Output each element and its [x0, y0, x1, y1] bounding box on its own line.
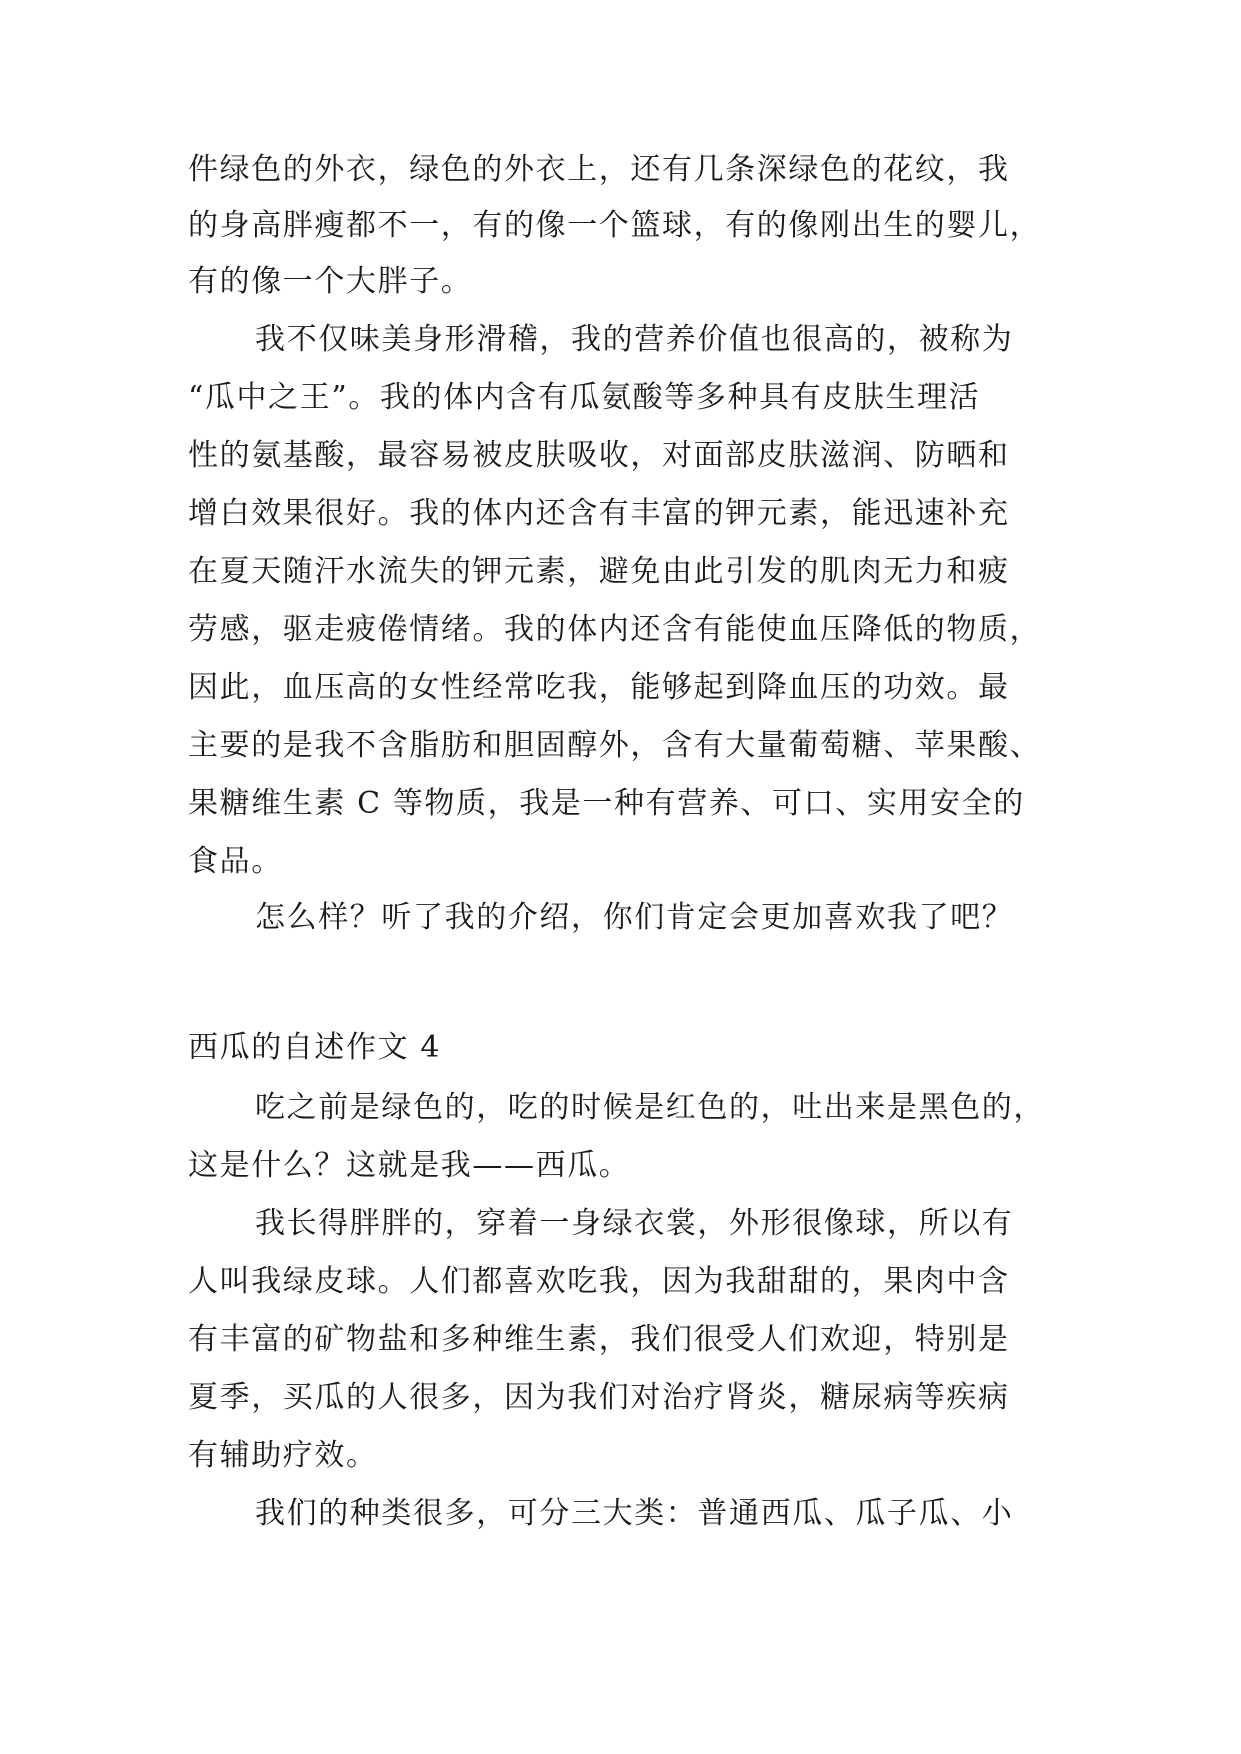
section-heading: 西瓜的自述作文 4 [188, 1030, 442, 1065]
paragraph-line: 因此，血压高的女性经常吃我，能够起到降血压的功效。最 [188, 670, 1010, 705]
paragraph-line: 人叫我绿皮球。人们都喜欢吃我，因为我甜甜的，果肉中含 [188, 1264, 1010, 1299]
paragraph-line: 主要的是我不含脂肪和胆固醇外，含有大量葡萄糖、苹果酸、 [188, 728, 1042, 763]
paragraph-line: 果糖维生素 C 等物质，我是一种有营养、可口、实用安全的 [188, 786, 1025, 821]
paragraph-line: 我长得胖胖的，穿着一身绿衣裳，外形很像球，所以有 [255, 1206, 1014, 1241]
paragraph-line: 的身高胖瘦都不一，有的像一个篮球，有的像刚出生的婴儿， [188, 208, 1042, 243]
paragraph-line: “瓜中之王”。我的体内含有瓜氨酸等多种具有皮肤生理活 [188, 380, 981, 415]
paragraph-line: 有辅助疗效。 [188, 1438, 378, 1473]
paragraph-line: 怎么样？听了我的介绍，你们肯定会更加喜欢我了吧？ [255, 900, 1014, 935]
paragraph-line: 有丰富的矿物盐和多种维生素，我们很受人们欢迎，特别是 [188, 1322, 1010, 1357]
paragraph-line: 我们的种类很多，可分三大类：普通西瓜、瓜子瓜、小 [255, 1496, 1014, 1531]
paragraph-line: 性的氨基酸，最容易被皮肤吸收，对面部皮肤滋润、防晒和 [188, 438, 1010, 473]
paragraph-line: 吃之前是绿色的，吃的时候是红色的，吐出来是黑色的， [255, 1090, 1045, 1125]
paragraph-line: 有的像一个大胖子。 [188, 264, 473, 299]
paragraph-line: 劳感，驱走疲倦情绪。我的体内还含有能使血压降低的物质， [188, 612, 1042, 647]
paragraph-line: 增白效果很好。我的体内还含有丰富的钾元素，能迅速补充 [188, 496, 1010, 531]
paragraph-line: 我不仅味美身形滑稽，我的营养价值也很高的，被称为 [255, 322, 1014, 357]
paragraph-line: 夏季，买瓜的人很多，因为我们对治疗肾炎，糖尿病等疾病 [188, 1380, 1010, 1415]
paragraph-line: 在夏天随汗水流失的钾元素，避免由此引发的肌肉无力和疲 [188, 554, 1010, 589]
paragraph-line: 件绿色的外衣，绿色的外衣上，还有几条深绿色的花纹，我 [188, 152, 1010, 187]
paragraph-line: 食品。 [188, 844, 283, 879]
paragraph-line: 这是什么？这就是我——西瓜。 [188, 1148, 631, 1183]
